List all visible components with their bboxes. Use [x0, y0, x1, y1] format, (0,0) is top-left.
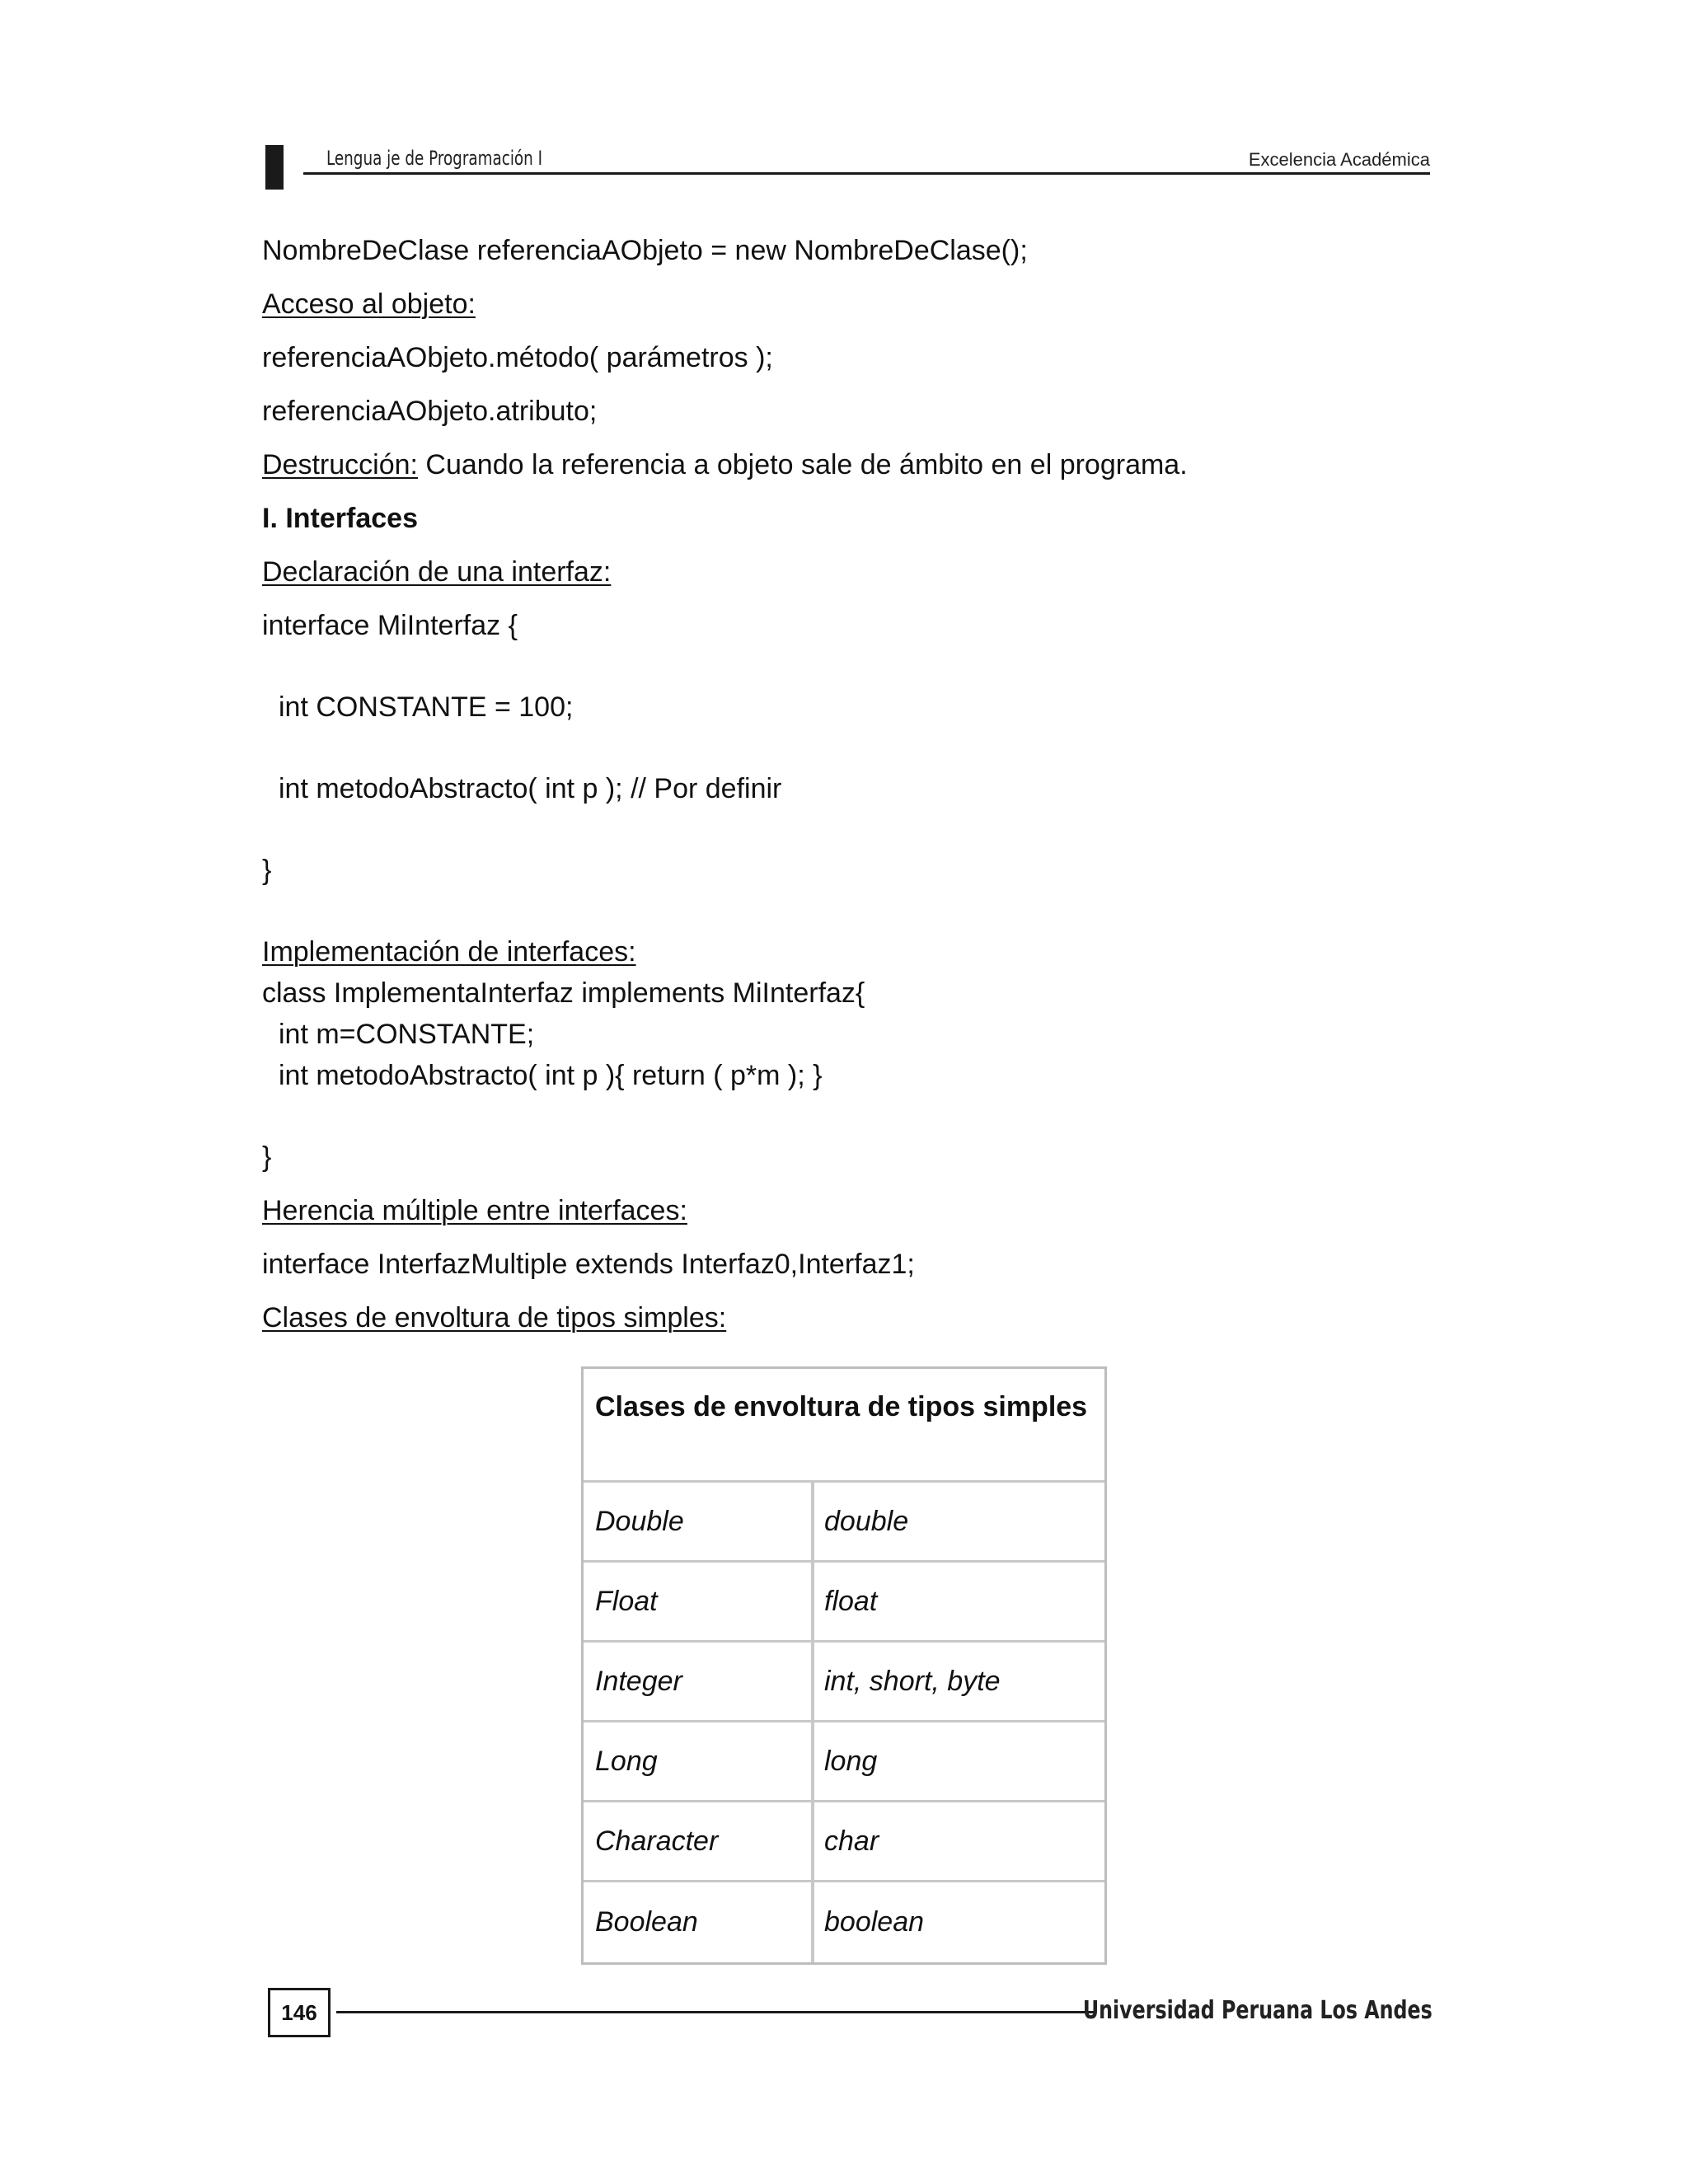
heading-object-access: Acceso al objeto:: [262, 288, 476, 320]
destruction-paragraph: [262, 448, 1188, 481]
table-row: [584, 1722, 1104, 1802]
code-interface-open: interface MiInterfaz {: [262, 610, 518, 641]
code-method-access: referenciaAObjeto.método( parámetros );: [262, 342, 773, 373]
heading-interface-declaration: Declaración de una interfaz:: [262, 556, 612, 588]
page-number: 146: [268, 1988, 331, 2037]
header-marker-block: [265, 145, 284, 190]
table-cell-class: Character: [584, 1802, 814, 1880]
code-multiple-inheritance: interface InterfazMultiple extends Interfaz0,Interfaz1;: [262, 1249, 915, 1280]
table-header: Clases de envoltura de tipos simples: [584, 1369, 1104, 1483]
table-row: [584, 1483, 1104, 1563]
table-cell-type: float: [824, 1585, 878, 1617]
code-class-method: int metodoAbstracto( int p ){ return ( p*m ); }: [279, 1060, 823, 1091]
heading-interface-implementation: Implementación de interfaces:: [262, 936, 636, 968]
table-row: [584, 1882, 1104, 1962]
section-title-interfaces: I. Interfaces: [262, 503, 418, 534]
table-row: [584, 1802, 1104, 1882]
code-class-field: int m=CONSTANTE;: [279, 1019, 535, 1050]
table-cell-type: boolean: [824, 1906, 925, 1938]
table-row: [584, 1563, 1104, 1643]
destruction-text: Cuando la referencia a objeto sale de ámbito en el programa.: [417, 449, 1188, 480]
code-class-close: }: [262, 1141, 272, 1173]
table-cell-type: char: [824, 1825, 879, 1857]
header-rule: [303, 172, 1430, 175]
code-interface-close: }: [262, 855, 272, 886]
table-cell-class: Boolean: [584, 1882, 814, 1962]
table-cell-class: Float: [584, 1563, 814, 1640]
table-cell-type: int, short, byte: [824, 1665, 1001, 1697]
footer-university: Universidad Peruana Los Andes: [1083, 1996, 1432, 2025]
heading-multiple-inheritance: Herencia múltiple entre interfaces:: [262, 1195, 687, 1226]
wrapper-classes-table: [581, 1366, 1107, 1965]
table-row: [584, 1643, 1104, 1722]
table-cell-type: double: [824, 1505, 909, 1537]
table-cell-class: Double: [584, 1483, 814, 1560]
code-class-open: class ImplementaInterfaz implements MiInterfaz{: [262, 977, 865, 1009]
table-cell-type: long: [824, 1745, 878, 1777]
table-cell-class: Integer: [584, 1643, 814, 1720]
heading-wrapper-classes: Clases de envoltura de tipos simples:: [262, 1302, 727, 1333]
header-course-title: Lengua je de Programación I: [326, 147, 543, 170]
header-tagline: Excelencia Académica: [1248, 149, 1430, 170]
table-cell-class: Long: [584, 1722, 814, 1800]
code-interface-constant: int CONSTANTE = 100;: [279, 691, 574, 723]
footer-rule: [336, 2011, 1095, 2013]
code-object-creation: NombreDeClase referenciaAObjeto = new NombreDeClase();: [262, 235, 1028, 266]
code-interface-method: int metodoAbstracto( int p ); // Por definir: [279, 773, 782, 804]
heading-destruction: Destrucción:: [262, 449, 418, 480]
code-attribute-access: referenciaAObjeto.atributo;: [262, 396, 598, 427]
